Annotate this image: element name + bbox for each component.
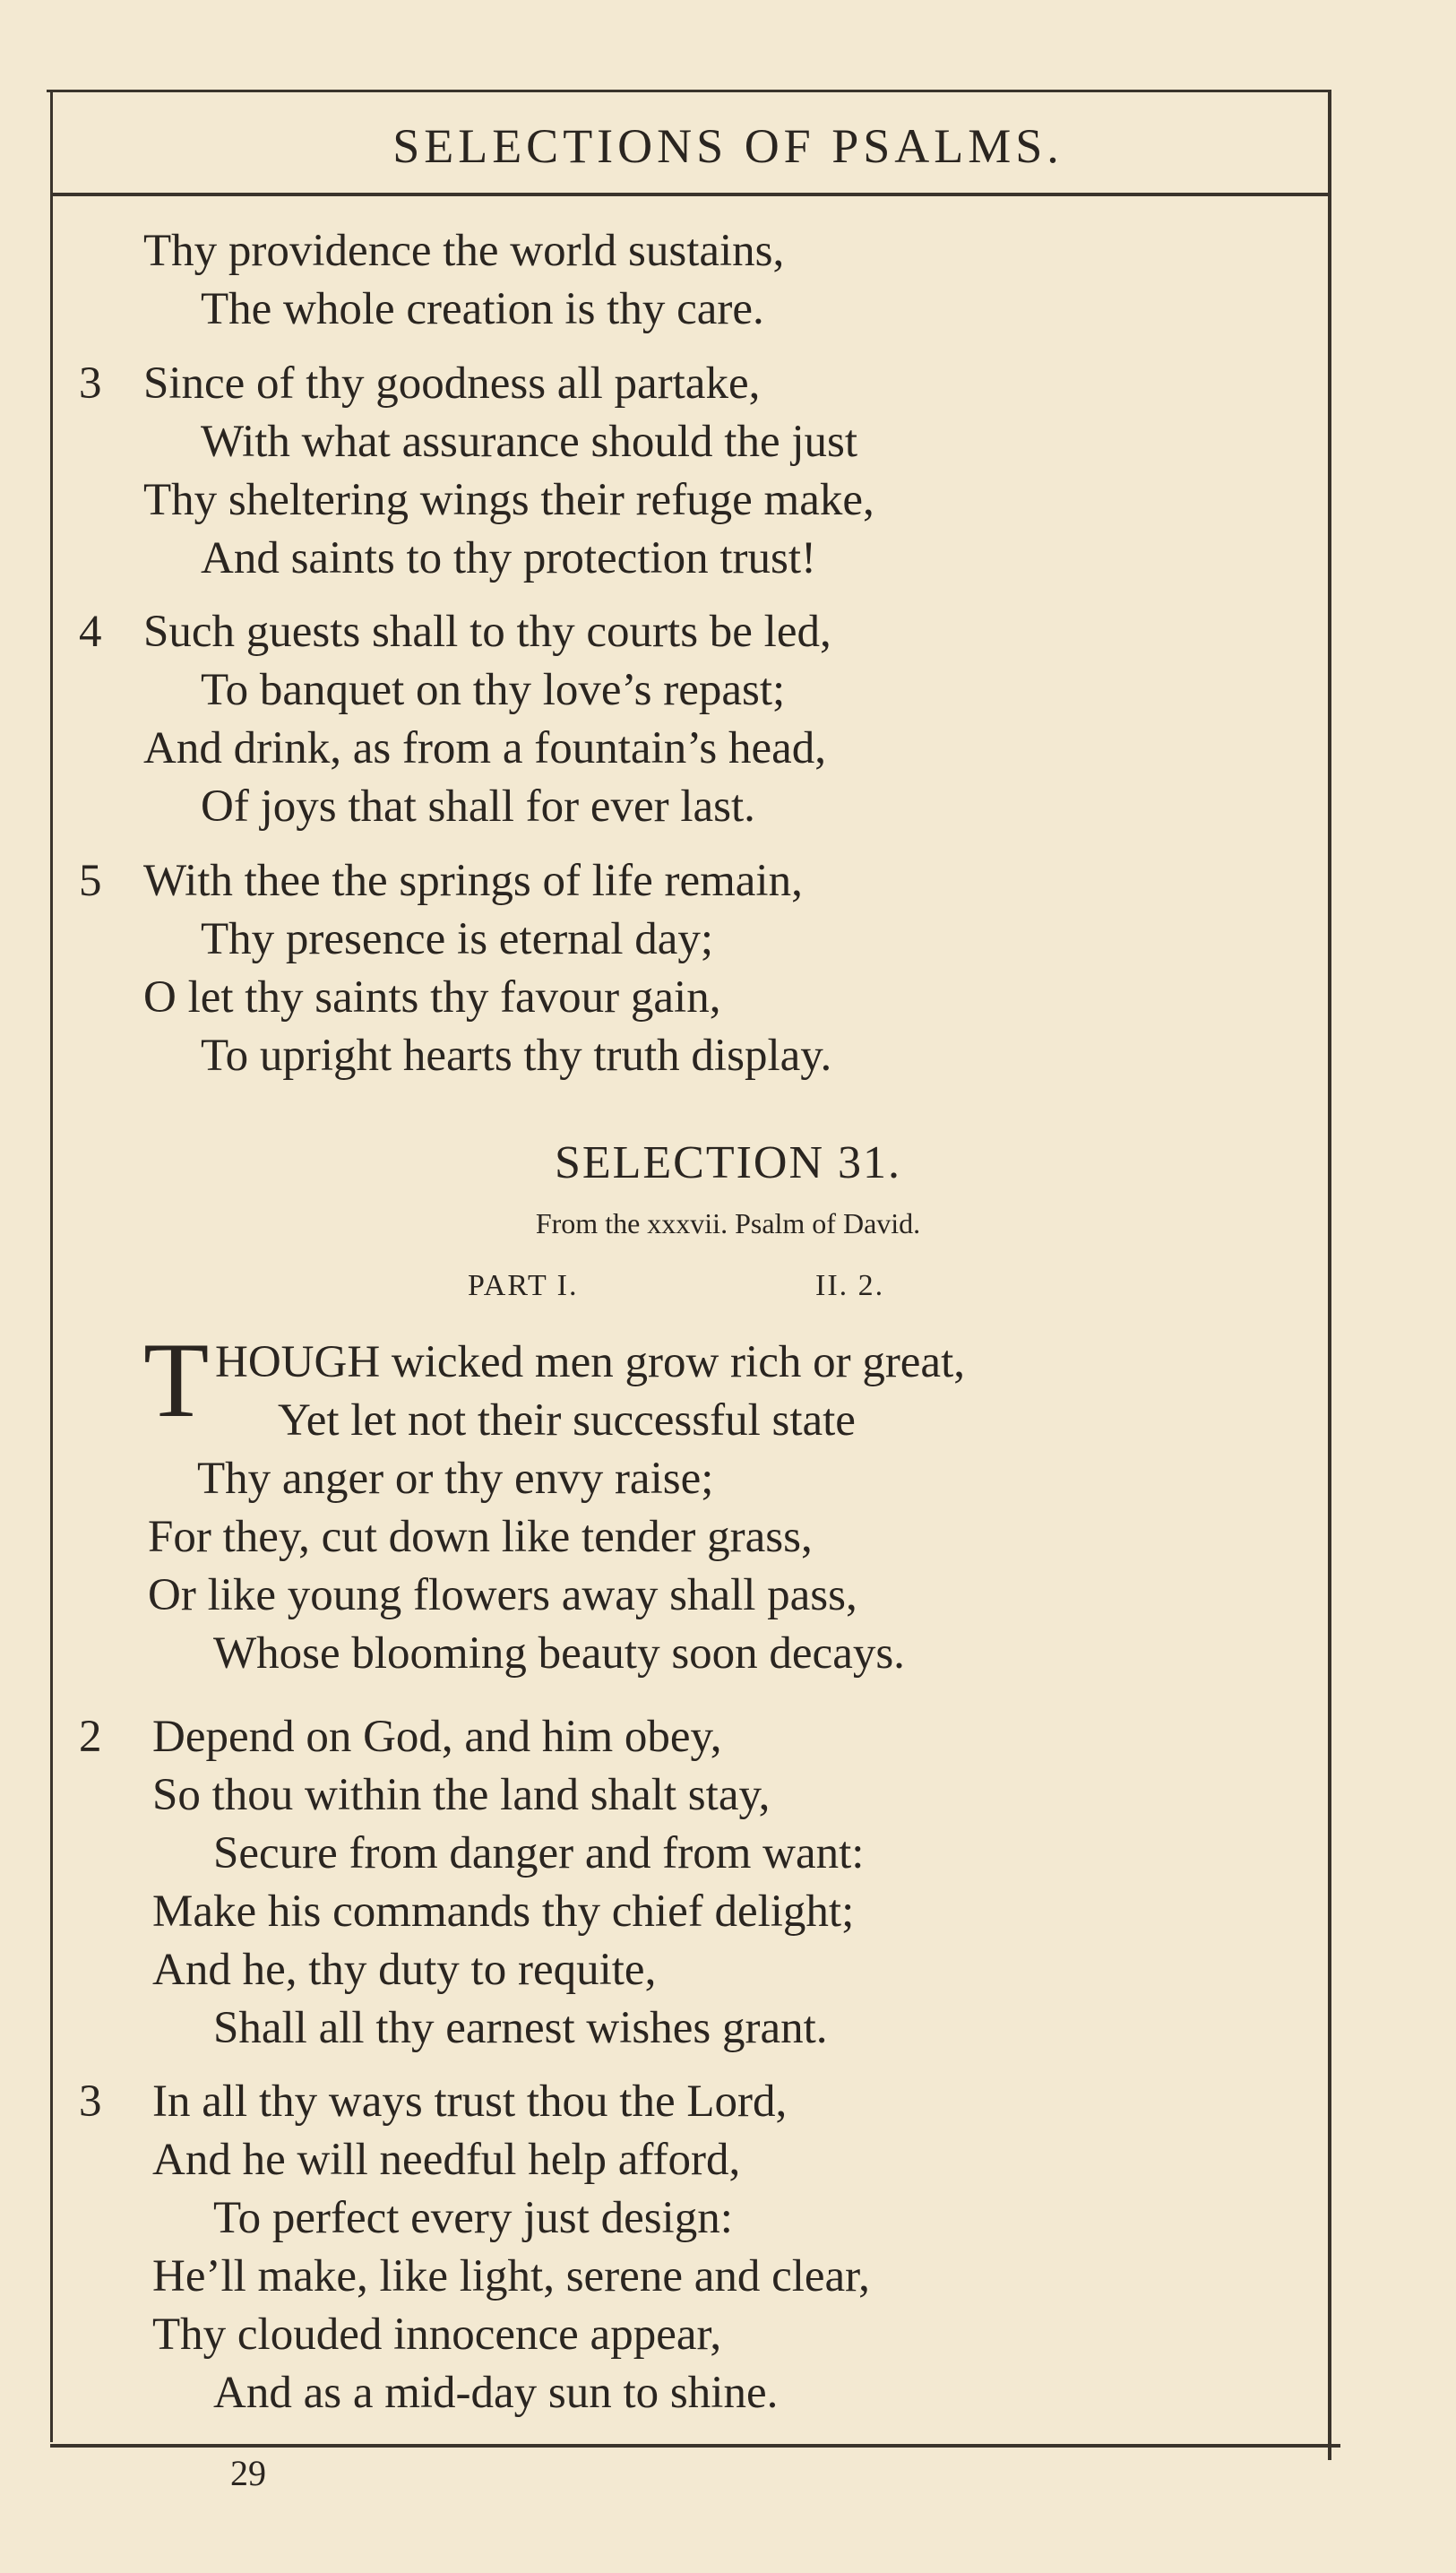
verse-line: To banquet on thy love’s repast; <box>201 665 786 715</box>
verse-line: And saints to thy protection trust! <box>201 533 817 583</box>
verse-line: To perfect every just design: <box>213 2193 733 2243</box>
verse-line: To upright hearts thy truth display. <box>201 1031 832 1081</box>
verse-line: O let thy saints thy favour gain, <box>143 972 721 1023</box>
verse-line: With what assurance should the just <box>201 417 858 467</box>
verse-line: HOUGH wicked men grow rich or great, <box>215 1337 965 1387</box>
verse-line: Thy providence the world sustains, <box>143 226 785 276</box>
verse-line: Since of thy goodness all partake, <box>143 358 761 409</box>
selection-title: SELECTION 31. <box>554 1137 902 1188</box>
verse-line: Whose blooming beauty soon decays. <box>213 1628 905 1679</box>
verse-line: Thy sheltering wings their refuge make, <box>143 475 874 525</box>
verse-line: And drink, as from a fountain’s head, <box>143 723 826 773</box>
verse-line: He’ll make, like light, serene and clear, <box>152 2251 870 2301</box>
verse-line: And he will needful help afford, <box>152 2135 741 2185</box>
verse-line: In all thy ways trust thou the Lord, <box>152 2077 788 2127</box>
verse-number: 2 <box>79 1712 102 1762</box>
selection-subtitle: From the xxxvii. Psalm of David. <box>535 1207 921 1239</box>
verse-line: Yet let not their successful state <box>278 1395 856 1446</box>
verse-line: Such guests shall to thy courts be led, <box>143 607 831 657</box>
bottom-border-rule <box>50 2444 1340 2448</box>
verse-line: With thee the springs of life remain, <box>143 856 803 906</box>
header-divider-rule <box>50 193 1328 196</box>
verse-line: Thy anger or thy envy raise; <box>197 1454 714 1504</box>
page-number: 29 <box>230 2453 266 2493</box>
verse-line: The whole creation is thy care. <box>201 284 764 334</box>
verse-line: Secure from danger and from want: <box>213 1828 865 1878</box>
right-border-rule <box>1328 90 1331 2460</box>
page-running-title: SELECTIONS OF PSALMS. <box>392 119 1064 173</box>
verse-number: 3 <box>79 358 102 409</box>
verse-line: So thou within the land shalt stay, <box>152 1770 771 1820</box>
top-border-rule <box>47 90 1331 92</box>
verse-line: Or like young flowers away shall pass, <box>148 1570 857 1620</box>
verse-line: And as a mid-day sun to shine. <box>213 2368 779 2418</box>
verse-line: Shall all thy earnest wishes grant. <box>213 2003 828 2053</box>
verse-number: 5 <box>79 856 102 906</box>
verse-number: 4 <box>79 607 102 657</box>
drop-cap: T <box>143 1320 210 1439</box>
verse-line: And he, thy duty to requite, <box>152 1945 657 1995</box>
verse-line: Depend on God, and him obey, <box>152 1712 722 1762</box>
verse-line: For they, cut down like tender grass, <box>148 1512 813 1562</box>
verse-line: Of joys that shall for ever last. <box>201 781 755 832</box>
verse-number: 3 <box>79 2077 102 2127</box>
part-label: PART I. <box>468 1269 579 1302</box>
verse-line: Make his commands thy chief delight; <box>152 1887 855 1937</box>
verse-line: Thy clouded innocence appear, <box>152 2310 722 2360</box>
verse-line: Thy presence is eternal day; <box>201 914 714 964</box>
meter-label: II. 2. <box>815 1269 885 1302</box>
left-border-rule <box>50 90 53 2442</box>
